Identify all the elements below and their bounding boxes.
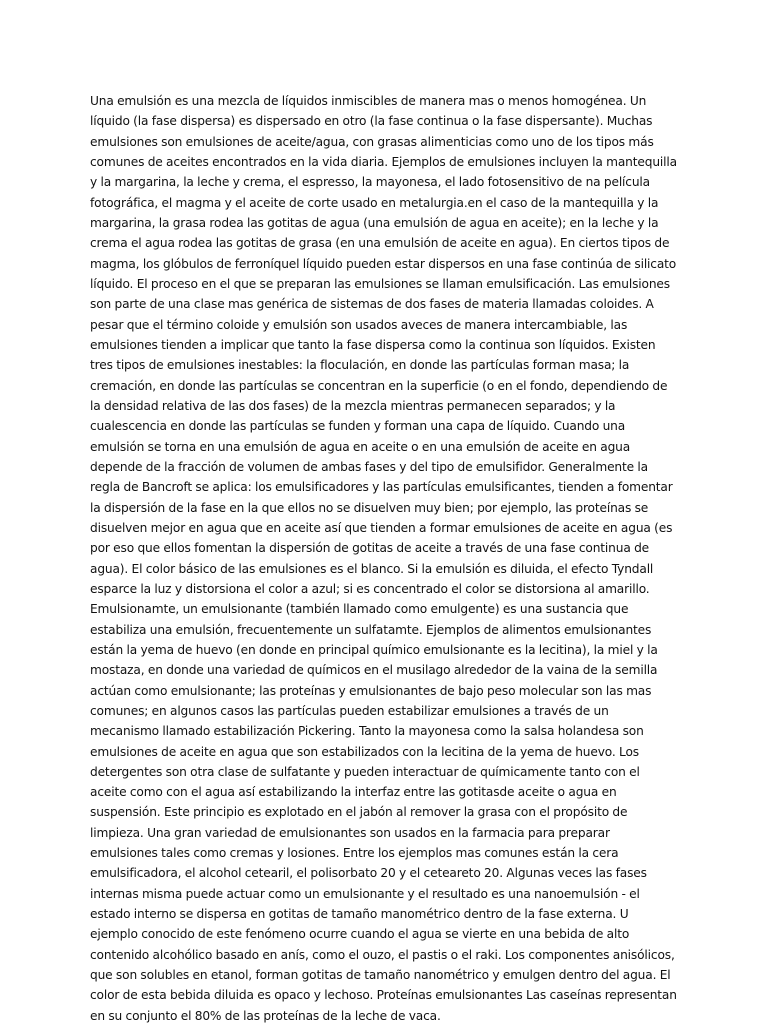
body-paragraph: Una emulsión es una mezcla de líquidos inmiscibles de manera mas o menos homogénea. Un líquido (la fase dispersa) es dispersado en otro (la fase continua o la fase dispersante). Muchas emulsiones son emulsiones de aceite/agua, con grasas alimenticias como uno de los tipos más comunes de aceites encontrados en la vida diaria. Ejemplos de emulsiones incluyen la mantequilla y la margarina, la leche y crema, el espresso, la mayonesa, el lado fotosensitivo de na película fotográfica, el magma y el aceite de corte usado en metalurgia.en el caso de la mantequilla y la margarina, la grasa rodea las gotitas de agua (una emulsión de agua en aceite); en la leche y la crema el agua rodea las gotitas de grasa (en una emulsión de aceite en agua). En ciertos tipos de magma, los glóbulos de ferroníquel líquido pueden estar dispersos en una fase continúa de silicato líquido. El proceso en el que se preparan las emulsiones se llaman emulsificación. Las emulsiones son parte de una clase mas genérica de sistemas de dos fases de materia llamadas coloides. A pesar que el término coloide y emulsión son usados aveces de manera intercambiable, las emulsiones tienden a implicar que tanto la fase dispersa como la continua son líquidos. Existen tres tipos de emulsiones inestables: la floculación, en donde las partículas forman masa; la cremación, en donde las partículas se concentran en la superficie (o en el fondo, dependiendo de la densidad relativa de las dos fases) de la mezcla mientras permanecen separados; y la cualescencia en donde las partículas se funden y forman una capa de líquido. Cuando una emulsión se torna en una emulsión de agua en aceite o en una emulsión de aceite en agua depende de la fracción de volumen de ambas fases y del tipo de emulsifidor. Generalmente la regla de Bancroft se aplica: los emulsificadores y las partículas emulsificantes, tienden a fomentar la dispersión de la fase en la que ellos no se disuelven muy bien; por ejemplo, las proteínas se disuelven mejor en agua que en aceite así que tienden a formar emulsiones de aceite en agua (es por eso que ellos fomentan la dispersión de gotitas de aceite a través de una fase continua de agua). El color básico de las emulsiones es el blanco. Si la emulsión es diluida, el efecto Tyndall esparce la luz y distorsiona el color a azul; si es concentrado el color se distorsiona al amarillo. Emulsionamte, un emulsionante (también llamado como emulgente) es una sustancia que estabiliza una emulsión, frecuentemente un sulfatamte. Ejemplos de alimentos emulsionantes están la yema de huevo (en donde en principal químico emulsionante es la lecitina), la miel y la mostaza, en donde una variedad de químicos en el musilago alrededor de la vaina de la semilla actúan como emulsionante; las proteínas y emulsionantes de bajo peso molecular son las mas comunes; en algunos casos las partículas pueden estabilizar emulsiones a través de un mecanismo llamado estabilización Pickering. Tanto la mayonesa como la salsa holandesa son emulsiones de aceite en agua que son estabilizados con la lecitina de la yema de huevo. Los detergentes son otra clase de sulfatante y pueden interactuar de químicamente tanto con el aceite como con el agua así estabilizando la interfaz entre las gotitasde aceite o agua en suspensión. Este principio es explotado en el jabón al remover la grasa con el propósito de limpieza. Una gran variedad de emulsionantes son usados en la farmacia para preparar emulsiones tales como cremas y losiones. Entre los ejemplos mas comunes están la cera emulsificadora, el alcohol cetearil, el polisorbato 20 y el ceteareto 20. Algunas veces las fases internas misma puede actuar como un emulsionante y el resultado es una nanoemulsión - el estado interno se dispersa en gotitas de tamaño manométrico dentro de la fase externa. U ejemplo conocido de este fenómeno ocurre cuando el agua se vierte en una bebida de alto contenido alcohólico basado en anís, como el ouzo, el pastis o el raki. Los componentes anisólicos, que son solubles en etanol, forman gotitas de tamaño nanométrico y emulgen dentro del agua. El color de esta bebida diluida es opaco y lechoso. Proteínas emulsionantes Las caseínas representan en su conjunto el 80% de las proteínas de la leche de vaca. <box>90 94 677 1023</box>
